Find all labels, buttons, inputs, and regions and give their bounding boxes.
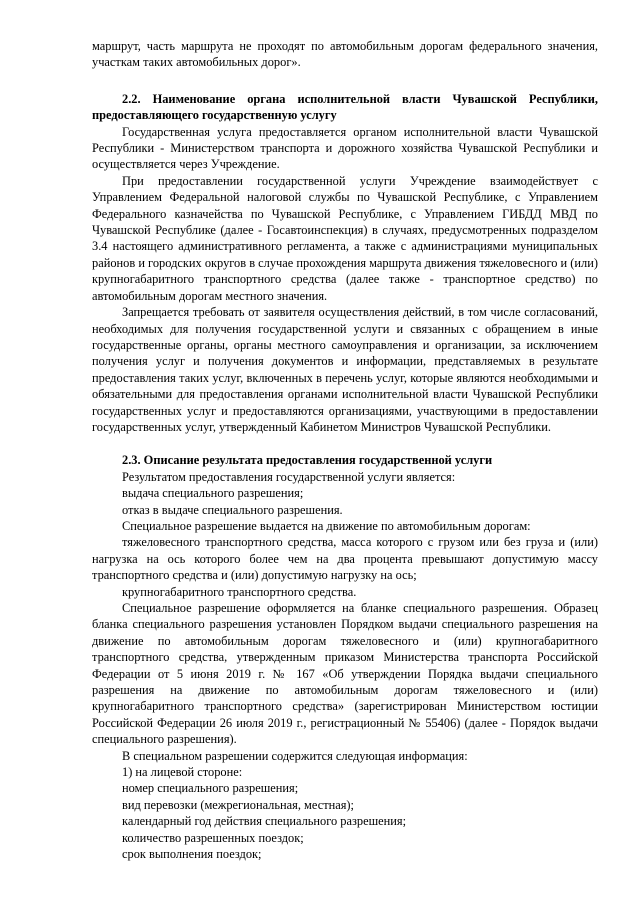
- list-item-calendar-year: календарный год действия специального разрешения;: [122, 814, 407, 829]
- section-2-2-title: 2.2. Наименование органа исполнительной власти Чувашской Республики, предоставляющего государственную услугу: [92, 91, 598, 123]
- section-2-3-title: 2.3. Описание результата предоставления государственной услуги: [122, 453, 493, 468]
- paragraph-prohibition: Запрещается требовать от заявителя осуществления действий, в том числе согласований, необходимых для получения государственной услуги и связанных с обращением в иные государственные органы, органы местного самоуправления и организации, за исключением получения услуг и получения документов и информации, представляемых в результате предоставления таких услуг, включенных в перечень услуг, которые являются необходимыми и обязательными для предоставления органами исполнительной власти Чувашской Республики государственных услуг и предоставляются организациями, участвующими в предоставлении государственных услуг, утвержденный Кабинетом Министров Чувашской Республики.: [92, 305, 598, 434]
- list-item-transport-type: вид перевозки (межрегиональная, местная);: [122, 797, 355, 812]
- paragraph-interaction: При предоставлении государственной услуги Учреждение взаимодействует с Управлением Федеральной налоговой службы по Чувашской Республике, с Управлением Федерального казначейства по Чувашской Республике, с Управлением ГИБДД МВД по Чувашской Республике (далее - Госавтоинспекция) в случаях, предусмотренных подразделом 3.4 настоящего административного регламента, а также с администрациями муниципальных районов и городских округов в случае прохождения маршрута движения тяжеловесного и (или) крупногабаритного транспортного средства (далее также - транспортное средство) по автомобильным дорогам местного значения.: [92, 173, 598, 303]
- paragraph-permit-form: Специальное разрешение оформляется на бланке специального разрешения. Образец бланка специального разрешения установлен Порядком выдачи специального разрешения на движение по автомобильным дорогам тяжеловесного и (или) крупногабаритного транспортного средства, утвержденным приказом Министерства транспорта Российской Федерации от 5 июня 2019 г. № 167 «Об утверждении Порядка выдачи специального разрешения на движение по автомобильным дорогам тяжеловесного и (или) крупногабаритного транспортного средства» (зарегистрирован Министерством юстиции Российской Федерации 26 июля 2019 г., регистрационный № 55406) (далее - Порядок выдачи специального разрешения).: [92, 601, 598, 747]
- list-item-refusal: отказ в выдаче специального разрешения.: [122, 502, 343, 517]
- list-item-permit-number: номер специального разрешения;: [122, 781, 299, 796]
- paragraph-result-intro: Результатом предоставления государственной услуги является:: [122, 469, 456, 484]
- list-item-heavy-vehicle: тяжеловесного транспортного средства, масса которого с грузом или без груза и (или) нагрузка на ось которого более чем на два процента превышают допустимую массу транспортного средства и (или) допустимую нагрузку на ось;: [92, 535, 598, 583]
- paragraph-route-continuation: маршрут, часть маршрута не проходят по автомобильным дорогам федерального значения, участкам таких автомобильных дорог».: [92, 39, 598, 70]
- document-page: [92, 38, 598, 863]
- spacer: [92, 71, 598, 91]
- list-item-front-side: 1) на лицевой стороне:: [122, 765, 243, 780]
- paragraph-authority: Государственная услуга предоставляется органом исполнительной власти Чувашской Республики - Министерством транспорта и дорожного хозяйства Чувашской Республики и осуществляется через Учреждение.: [92, 124, 598, 172]
- list-item-issue: выдача специального разрешения;: [122, 486, 304, 501]
- spacer: [92, 435, 598, 452]
- list-item-trip-period: срок выполнения поездок;: [122, 847, 262, 862]
- list-item-oversized-vehicle: крупногабаритного транспортного средства.: [122, 584, 357, 599]
- paragraph-permit-contents: В специальном разрешении содержится следующая информация:: [122, 748, 468, 763]
- list-item-trip-count: количество разрешенных поездок;: [122, 830, 304, 845]
- paragraph-permit-scope: Специальное разрешение выдается на движение по автомобильным дорогам:: [122, 518, 531, 533]
